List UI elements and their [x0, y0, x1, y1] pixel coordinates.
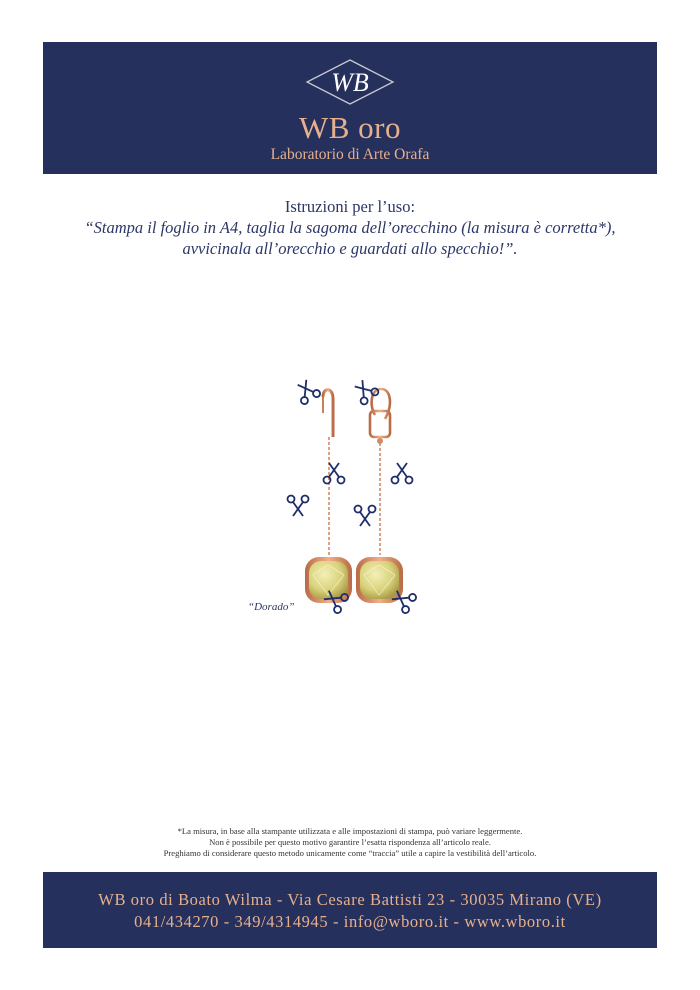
scissors-icon	[389, 460, 415, 486]
footer-banner	[43, 872, 657, 948]
logo-diamond-icon	[305, 58, 395, 106]
footer-address: WB oro di Boato Wilma - Via Cesare Battisti 23 - 30035 Mirano (VE)	[98, 890, 602, 909]
product-caption: “Dorado”	[248, 601, 295, 613]
instructions-line-1: “Stampa il foglio in A4, taglia la sagoma dell’orecchino (la misura è corretta*),	[84, 218, 616, 237]
note-line-2: Non è possibile per questo motivo garantire l’esatta rispondenza all’articolo reale.	[209, 837, 491, 848]
scissors-icon	[285, 493, 311, 519]
footer-contacts: 041/434270 - 349/4314945 - info@wboro.it - www.wboro.it	[134, 912, 566, 931]
header-banner	[43, 42, 657, 174]
earring-left	[305, 390, 352, 603]
note-line-3: Preghiamo di considerare questo metodo unicamente come “traccia” utile a capire la vestibilità dell’articolo.	[163, 848, 537, 859]
scissors-icon	[352, 503, 378, 529]
instructions-line-2: avvicinala all’orecchio e guardati allo specchio!”.	[182, 239, 518, 258]
disclaimer-notes	[40, 826, 660, 860]
instructions-title: Istruzioni per l’uso:	[284, 197, 416, 216]
brand-subtitle: Laboratorio di Arte Orafa	[270, 146, 430, 163]
earring-right	[356, 389, 403, 603]
note-line-1: *La misura, in base alla stampante utilizzata e alle impostazioni di stampa, può variare leggermente.	[177, 826, 523, 836]
scissors-icon	[321, 460, 347, 486]
instructions	[20, 196, 680, 259]
logo-monogram: WB	[331, 68, 369, 97]
brand-name: WB oro	[298, 110, 401, 145]
